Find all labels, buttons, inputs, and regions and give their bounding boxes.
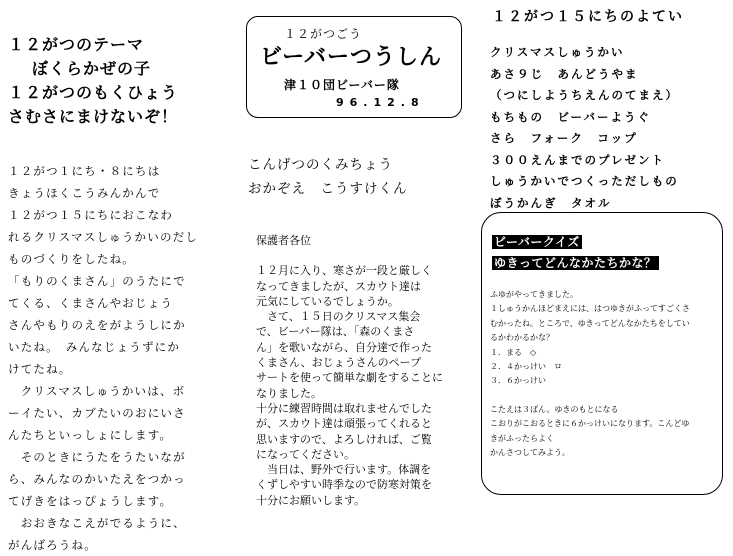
monthly-leader bbox=[248, 153, 408, 201]
report-line: れるクリスマスしゅうかいのだし bbox=[8, 230, 199, 244]
newsletter-title: ビーバーつうしん bbox=[260, 45, 443, 70]
report-line: ら、みんなのかいたえをつかっ bbox=[8, 472, 186, 486]
report-line: クリスマスしゅうかいは、ボ bbox=[8, 384, 186, 398]
quiz-option: １．まる ◇ bbox=[490, 347, 537, 357]
leader-name: おかぞえ こうすけくん bbox=[248, 181, 408, 197]
issue-date: 96.12.8 bbox=[336, 96, 425, 109]
quiz-option: ２．４かっけい ロ bbox=[490, 362, 562, 372]
letter-line: が、スカウト達は頑張ってくれると bbox=[256, 417, 432, 431]
schedule-item: ぼうかんぎ タオル bbox=[490, 195, 612, 210]
letter-line: なってきましたが、スカウト達は bbox=[256, 279, 421, 293]
monthly-theme bbox=[8, 33, 178, 129]
report-line: けてたね。 bbox=[8, 362, 72, 376]
letter-line: になってください。 bbox=[256, 447, 355, 461]
letter-line: で、ビーバー隊は、「森のくまさ bbox=[256, 325, 415, 339]
report-line: てげきをはっぴょうします。 bbox=[8, 494, 173, 508]
schedule-item: さら フォーク コップ bbox=[490, 131, 638, 145]
letter-line: 当日は、野外で行います。体調を bbox=[256, 463, 432, 477]
report-line: いたね。 みんなじょうずにか bbox=[8, 340, 181, 354]
letter-salutation: 保護者各位 bbox=[256, 234, 311, 247]
activity-report bbox=[8, 160, 198, 556]
theme-text: ぼくらかぜの子 bbox=[32, 59, 152, 78]
quiz-line bbox=[490, 389, 690, 403]
report-line: ーイたい、カブたいのおにいさ bbox=[8, 406, 186, 420]
quiz-question-title: ゆきってどんなかたちかな？ bbox=[494, 256, 657, 270]
leader-heading: こんげつのくみちょう bbox=[248, 157, 393, 173]
quiz-option: ３．６かっけい bbox=[490, 376, 546, 386]
letter-line: くまさん、おじょうさんのペープ bbox=[256, 356, 422, 370]
schedule-item: ３００えんまでのプレゼント bbox=[490, 152, 666, 167]
letter-line: ん」を歌いながら、自分達で作った bbox=[256, 340, 432, 354]
letter-line: サートを使って簡単な劇をすることに bbox=[256, 371, 443, 385]
goal-text: さむさにまけないぞ！ bbox=[8, 107, 179, 126]
quiz-title: ビーバークイズ bbox=[494, 235, 580, 249]
report-line: きょうほくこうみんかんで bbox=[8, 186, 161, 200]
quiz-line: １しゅうかんほどまえには、はつゆきがふってすごくさ bbox=[490, 304, 690, 314]
report-line: んたちといっしょにします。 bbox=[8, 428, 173, 442]
letter-line: くずしやすい時季なので防寒対策を bbox=[256, 478, 432, 492]
schedule-item: しゅうかいでつくっただしもの bbox=[490, 174, 679, 188]
letter-line: さて、１５日のクリスマス集会 bbox=[256, 310, 421, 324]
issue-label: １２がつごう bbox=[284, 27, 363, 41]
theme-heading: １２がつのテーマ bbox=[8, 35, 145, 54]
letter-line: １２月に入り、寒さが一段と厳しく bbox=[256, 264, 432, 278]
schedule-item: もちもの ビーバーようぐ bbox=[490, 109, 651, 124]
report-line: 「もりのくまさん」のうたにで bbox=[8, 274, 186, 288]
report-line: おおきなこえがでるように、 bbox=[8, 516, 186, 530]
report-line: １２がつ１５にちにおこなわ bbox=[8, 208, 174, 222]
quiz-answer: こおりがこおるときに６かっけいになります。こんどゆ bbox=[490, 419, 690, 429]
quiz-answer: きがふったらよく bbox=[490, 433, 554, 443]
letter-line: なりました。 bbox=[256, 386, 322, 400]
report-line: てくる、くまさんやおじょう bbox=[8, 296, 174, 310]
letter-line: 十分に練習時間は取れませんでした bbox=[256, 401, 432, 415]
quiz-heading bbox=[492, 232, 659, 274]
report-line: がんばろうね。 bbox=[8, 538, 97, 552]
schedule-item: クリスマスしゅうかい bbox=[490, 45, 625, 59]
report-line: そのときにうたをうたいなが bbox=[8, 450, 186, 464]
report-line: ものづくりをしたね。 bbox=[8, 252, 135, 266]
schedule-title: １２がつ１５にちのよてい bbox=[492, 9, 684, 25]
schedule-item: あさ９じ あんどうやま bbox=[490, 66, 639, 81]
quiz-line: ふゆがやってきました。 bbox=[490, 290, 578, 299]
quiz-line: るかわかるかな？ bbox=[490, 333, 554, 343]
goal-heading: １２がつのもくひょう bbox=[8, 83, 179, 102]
quiz-answer: こたえは３ばん。ゆきのもとになる bbox=[490, 404, 619, 414]
quiz-line: むかったね。ところで、ゆきってどんなかたちをしてい bbox=[490, 318, 690, 328]
report-line: １２がつ１にち・８にちは bbox=[8, 164, 161, 178]
guardian-letter bbox=[256, 233, 443, 508]
letter-line: 十分にお願いします。 bbox=[256, 493, 366, 507]
schedule-item: （つにしようちえんのてまえ） bbox=[490, 88, 679, 102]
report-line: さんやもりのえをがようしにか bbox=[8, 318, 186, 332]
letter-line: 元気にしているでしょうか。 bbox=[256, 294, 399, 308]
quiz-body bbox=[490, 288, 690, 460]
letter-line: 思いますので、よろしければ、ご覧 bbox=[256, 432, 432, 446]
letter-line bbox=[256, 248, 443, 263]
schedule-list bbox=[490, 42, 679, 214]
group-name: 津１０団ビーバー隊 bbox=[284, 78, 400, 92]
quiz-answer: かんさつしてみよう。 bbox=[490, 448, 570, 458]
